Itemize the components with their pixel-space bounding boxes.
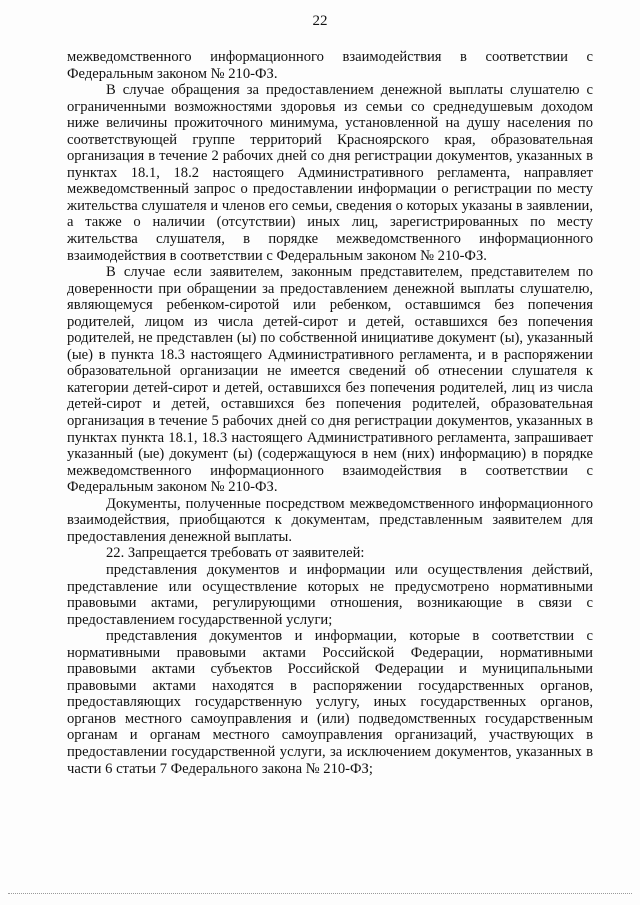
paragraph-orphan-request: В случае если заявителем, законным представителем, представителем по доверенности при обращении за предоставлением денежной выплаты слушателю, являющемуся ребенком-сиротой или ребенком, оставшимся без попечения родителей, лицом из числа детей-сирот и детей, оставшихся без попечения родителей, не представлен (ы) по собственной инициативе документ (ы), указанный (ые) в пункта 18.3 настоящего Административного регламента, и в распоряжении образовательной организации не имеется сведений об отнесении слушателя к категории детей-сирот и детей, оставшихся без попечения родителей, лиц из числа детей-сирот и детей, оставшихся без попечения родителей, образовательная организация в течение 5 рабочих дней со дня регистрации документов, указанных в пунктах пункта 18.1, 18.3 настоящего Административного регламента, запрашивает указанный (ые) документ (ы) (содержащуюся в нем (них) информацию) в порядке межведомственного информационного взаимодействия в соответствии с Федеральным законом № 210-ФЗ. — [67, 264, 593, 496]
paragraph-documents-attached: Документы, полученные посредством межведомственного информационного взаимодействия, приобщаются к документам, представленным заявителем для предоставления денежной выплаты. — [67, 495, 593, 545]
paragraph-clause-22-item-2: представления документов и информации, которые в соответствии с нормативными правовыми актами Российской Федерации, нормативными правовыми актами субъектов Российской Федерации и муниципальными правовыми актами находятся в распоряжении государственных органов, предоставляющих государственную услугу, иных государственных органов, органов местного самоуправления и (или) подведомственных государственным органам и органам местного самоуправления организаций, участвующих в предоставлении государственной услуги, за исключением документов, указанных в части 6 статьи 7 Федерального закона № 210-ФЗ; — [67, 628, 593, 777]
paragraph-clause-22-item-1: представления документов и информации или осуществления действий, представление или осуществление которых не предусмотрено нормативными правовыми актами, регулирующими отношения, возникающие в связи с предоставлением государственной услуги; — [67, 561, 593, 628]
paragraph-clause-22-heading: 22. Запрещается требовать от заявителей: — [106, 545, 365, 562]
paragraph-low-income-request: В случае обращения за предоставлением денежной выплаты слушателю с ограниченными возможностями здоровья из семьи со среднедушевым доходом ниже величины прожиточного минимума, установленной на душу населения по соответствующей группе территорий Красноярского края, образовательная организация в течение 2 рабочих дней со дня регистрации документов, указанных в пунктах 18.1, 18.2 настоящего Административного регламента, направляет межведомственный запрос о предоставлении информации о регистрации по месту жительства слушателя и членов его семьи, сведения о которых указаны в заявлении, а также о наличии (отсутствии) иных лиц, зарегистрированных по месту жительства слушателя, в порядке межведомственного информационного взаимодействия в соответствии с Федеральным законом № 210-ФЗ. — [67, 82, 593, 264]
page-number: 22 — [312, 13, 328, 29]
document-body — [67, 49, 593, 777]
paragraph-continuation: межведомственного информационного взаимодействия в соответствии с Федеральным законом № 210-ФЗ. — [67, 49, 593, 82]
scan-bottom-edge — [8, 893, 632, 894]
